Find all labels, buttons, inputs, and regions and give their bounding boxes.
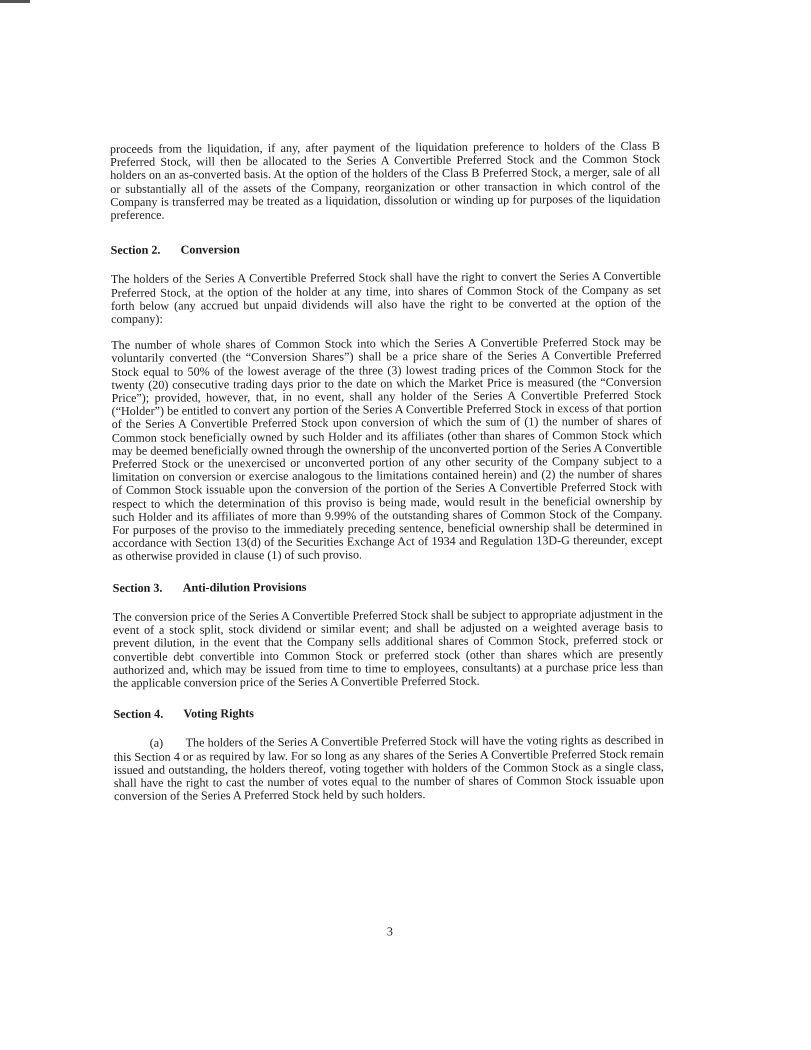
- page-number: 3: [386, 924, 393, 939]
- section-4-number: Section 4.: [113, 706, 164, 722]
- section-3-number: Section 3.: [112, 580, 163, 595]
- section-2-number: Section 2.: [110, 242, 161, 258]
- intro-paragraph: proceeds from the liquidation, if any, after payment of the liquidation preference to holders of the Class B Preferred Stock, will then be allocated to the Series A Convertible Preferred Stock and the Common Stock holders on an as-converted basis. At the option of the holders of the Class B Preferred Stock, a merger, sale of all or substantially all of the assets of the Company, reorganization or other transaction in which control of the Company is transferred may be treated as a liquidation, dissolution or winding up for purposes of the liquidation preference.: [109, 138, 661, 223]
- section-4-heading: [113, 705, 663, 722]
- section-3-heading: [113, 578, 663, 595]
- scan-edge-mark: [0, 0, 30, 3]
- section-3-title: Anti-dilution Provisions: [182, 579, 307, 595]
- section-4-title: Voting Rights: [183, 706, 254, 721]
- document-page: [109, 138, 664, 939]
- section-2-heading: [111, 241, 661, 258]
- section-2-paragraph-2: The number of whole shares of Common Stock into which the Series A Convertible Preferred Stock may be voluntarily converted (the “Conversion Shares”) shall be a price share of the Series A Convertible Preferred Stock equal to 50% of the lowest average of the three (3) lowest trading prices of the Common Stock for the twenty (20) consecutive trading days prior to the date on which the Market Price is measured (the “Conversion Price”); provided, however, that, in no event, shall any holder of the Series A Convertible Preferred Stock (“Holder”) be entitled to convert any portion of the Series A Convertible Preferred Stock in excess of that portion of the Series A Convertible Preferred Stock upon conversion of which the sum of (1) the number of shares of Common stock beneficially owned by such Holder and its affiliates (other than shares of Common Stock which may be deemed beneficially owned through the ownership of the unconverted portion of the Series A Convertible Preferred Stock or the unexercised or unconverted portion of any other security of the Company subject to a limitation on conversion or exercise analogous to the limitations contained herein) and (2) the number of shares of Common Stock issuable upon the conversion of the portion of the Series A Convertible Preferred Stock with respect to which the determination of this proviso is being made, would result in the beneficial ownership by such Holder and its affiliates of more than 9.99% of the outstanding shares of Common Stock of the Company. For purposes of the proviso to the immediately preceding sentence, beneficial ownership shall be determined in accordance with Section 13(d) of the Securities Exchange Act of 1934 and Regulation 13D-G thereunder, except as otherwise provided in clause (1) of such proviso.: [111, 334, 663, 564]
- section-4-paragraph-a: (a) The holders of the Series A Convertible Preferred Stock will have the voting rights as described in this Section 4 or as required by law. For so long as any shares of the Series A Convertible Preferred Stock remain issued and outstanding, the holders thereof, voting together with holders of the Common Stock as a single class, shall have the right to cast the number of votes equal to the number of shares of Common Stock issuable upon conversion of the Series A Preferred Stock held by such holders.: [113, 732, 664, 804]
- section-2-title: Conversion: [180, 242, 240, 257]
- section-2-paragraph-1: The holders of the Series A Convertible Preferred Stock shall have the right to convert the Series A Convertible Preferred Stock, at the option of the holder at any time, into shares of Common Stock of the Company as set forth below (any accrued but unpaid dividends will also have the right to be converted at the option of the company):: [110, 269, 662, 327]
- section-3-paragraph-1: The conversion price of the Series A Convertible Preferred Stock shall be subject to appropriate adjustment in the event of a stock split, stock dividend or similar event; and shall be adjusted on a weighted average basis to prevent dilution, in the event that the Company sells additional shares of Common Stock, preferred stock or convertible debt convertible into Common Stock or preferred stock (other than shares which are presently authorized and, which may be issued from time to time to employees, consultants) at a purchase price less than the applicable conversion price of the Series A Convertible Preferred Stock.: [112, 606, 664, 690]
